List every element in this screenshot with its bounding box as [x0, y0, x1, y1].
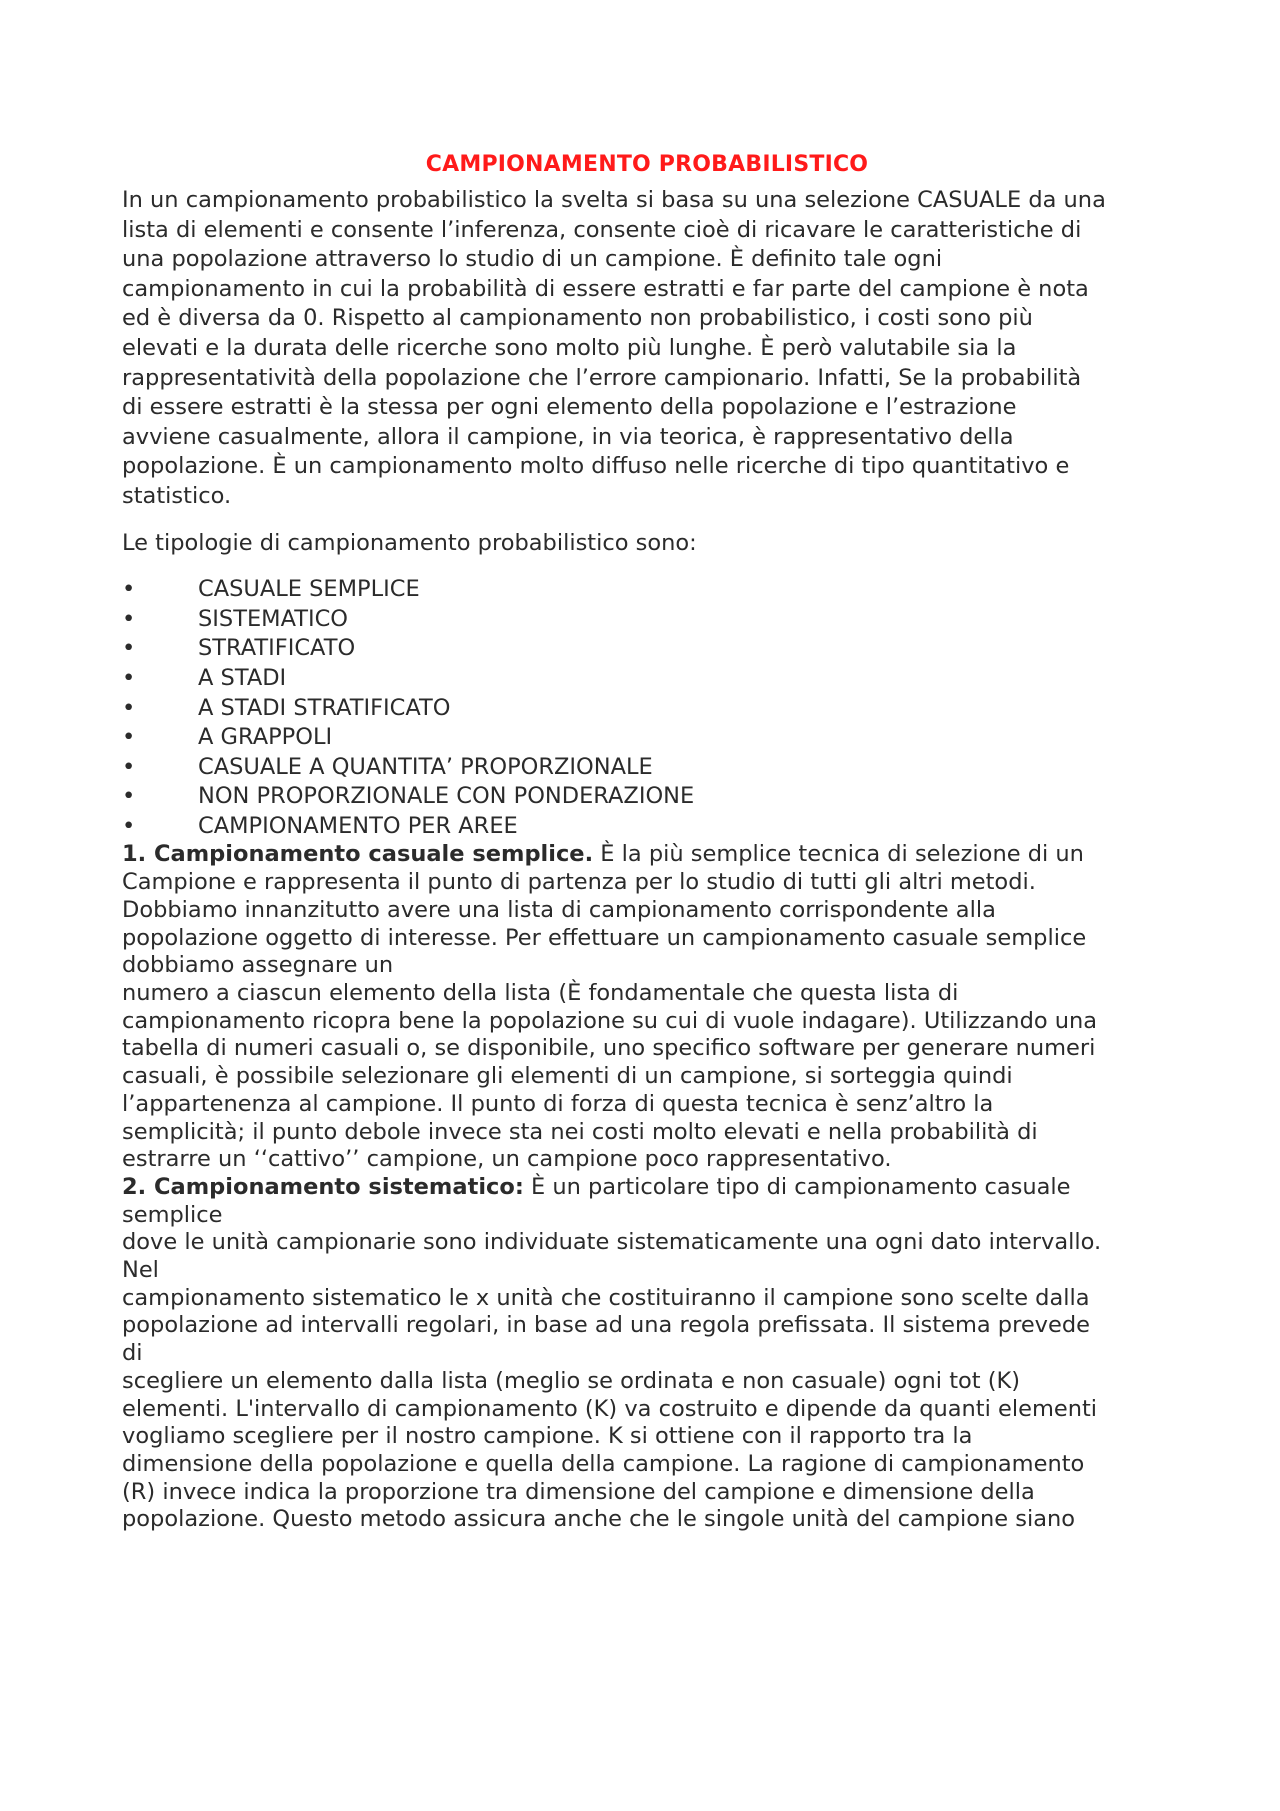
section-line: campionamento ricopra bene la popolazione su cui di vuole indagare). Utilizzando una: [122, 1007, 1098, 1034]
section-line: elementi. L'intervallo di campionamento (K) va costruito e dipende da quanti elementi: [122, 1395, 1098, 1422]
section-line: casuali, è possibile selezionare gli elementi di un campione, si sorteggia quindi: [122, 1063, 1013, 1090]
section-line: Nel: [122, 1257, 159, 1284]
section-first-line: [122, 841, 1172, 869]
list-item-label: A STADI: [198, 664, 287, 691]
intro-line: avviene casualmente, allora il campione, in via teorica, è rappresentativo della: [122, 423, 1014, 450]
section-line: vogliamo scegliere per il nostro campione. K si ottiene con il rapporto tra la: [122, 1423, 973, 1450]
list-item-label: A STADI STRATIFICATO: [198, 694, 451, 721]
intro-line: rappresentatività della popolazione che l’errore campionario. Infatti, Se la probabilità: [122, 364, 1082, 391]
types-list: [122, 575, 1172, 841]
bullet-icon: •: [122, 724, 136, 751]
list-item: [122, 664, 1172, 694]
section-line: di: [122, 1340, 143, 1367]
section-line: scegliere un elemento dalla lista (meglio se ordinata e non casuale) ogni tot (K): [122, 1367, 1021, 1394]
section-heading: 1. Campionamento casuale semplice.: [122, 841, 594, 868]
section-line: l’appartenenza al campione. Il punto di forza di questa tecnica è senz’altro la: [122, 1090, 994, 1117]
section-line: numero a ciascun elemento della lista (È fondamentale che questa lista di: [122, 979, 959, 1006]
list-item: [122, 812, 1172, 842]
section-line: semplice: [122, 1201, 223, 1228]
list-item: [122, 694, 1172, 724]
intro-line: statistico.: [122, 482, 232, 509]
bullet-icon: •: [122, 664, 136, 691]
list-item-label: CAMPIONAMENTO PER AREE: [198, 812, 518, 839]
section-line: popolazione oggetto di interesse. Per effettuare un campionamento casuale semplice: [122, 924, 1087, 951]
section-line: dobbiamo assegnare un: [122, 952, 394, 979]
list-item-label: STRATIFICATO: [198, 635, 356, 662]
bullet-icon: •: [122, 753, 136, 780]
bullet-icon: •: [122, 694, 136, 721]
list-item: [122, 605, 1172, 635]
intro-line: una popolazione attraverso lo studio di un campione. È definito tale ogni: [122, 246, 943, 273]
intro-line: popolazione. È un campionamento molto diffuso nelle ricerche di tipo quantitativo e: [122, 453, 1070, 480]
section-line: dove le unità campionarie sono individuate sistematicamente una ogni dato intervallo.: [122, 1229, 1102, 1256]
bullet-icon: •: [122, 605, 136, 632]
intro-line: lista di elementi e consente l’inferenza, consente cioè di ricavare le caratteristiche di: [122, 216, 1082, 243]
document-title: CAMPIONAMENTO PROBABILISTICO: [425, 152, 869, 177]
section-line: popolazione. Questo metodo assicura anche che le singole unità del campione siano: [122, 1506, 1076, 1533]
list-item-label: CASUALE SEMPLICE: [198, 576, 420, 603]
list-item: [122, 723, 1172, 753]
section-first-line: [122, 1174, 1172, 1202]
section-casuale-semplice: [122, 841, 1172, 1173]
section-line: Campione e rappresenta il punto di partenza per lo studio di tutti gli altri metodi.: [122, 869, 1036, 896]
section-line: popolazione ad intervalli regolari, in base ad una regola prefissata. Il sistema prevede: [122, 1312, 1090, 1339]
intro-line: ed è diversa da 0. Rispetto al campionamento non probabilistico, i costi sono più: [122, 305, 1033, 332]
section-heading: 2. Campionamento sistematico:: [122, 1173, 524, 1200]
section-text: È un particolare tipo di campionamento casuale: [523, 1173, 1071, 1200]
list-item: [122, 634, 1172, 664]
bullet-icon: •: [122, 635, 136, 662]
bullet-icon: •: [122, 783, 136, 810]
section-line: dimensione della popolazione e quella della campione. La ragione di campionamento: [122, 1450, 1085, 1477]
bullet-icon: •: [122, 812, 136, 839]
section-line: Dobbiamo innanzitutto avere una lista di campionamento corrispondente alla: [122, 896, 996, 923]
list-item-label: NON PROPORZIONALE CON PONDERAZIONE: [198, 783, 695, 810]
section-line: tabella di numeri casuali o, se disponibile, uno specifico software per generare numeri: [122, 1035, 1096, 1062]
intro-line: campionamento in cui la probabilità di essere estratti e far parte del campione è nota: [122, 275, 1089, 302]
section-line: estrarre un ‘‘cattivo’’ campione, un campione poco rappresentativo.: [122, 1146, 892, 1173]
document-page: [122, 150, 1172, 1534]
section-line: (R) invece indica la proporzione tra dimensione del campione e dimensione della: [122, 1478, 1035, 1505]
list-item-label: SISTEMATICO: [198, 605, 349, 632]
intro-paragraph: [122, 186, 1172, 512]
intro-line: di essere estratti è la stessa per ogni elemento della popolazione e l’estrazione: [122, 394, 1017, 421]
section-line: campionamento sistematico le x unità che costituiranno il campione sono scelte dalla: [122, 1284, 1090, 1311]
section-line: semplicità; il punto debole invece sta nei costi molto elevati e nella probabilità di: [122, 1118, 1038, 1145]
bullet-icon: •: [122, 576, 136, 603]
list-item: [122, 753, 1172, 783]
list-item: [122, 575, 1172, 605]
section-sistematico: [122, 1174, 1172, 1534]
types-intro: Le tipologie di campionamento probabilistico sono:: [122, 529, 697, 556]
list-item: [122, 782, 1172, 812]
list-item-label: CASUALE A QUANTITA’ PROPORZIONALE: [198, 753, 653, 780]
section-text: È la più semplice tecnica di selezione di un: [593, 841, 1084, 868]
list-item-label: A GRAPPOLI: [198, 724, 333, 751]
intro-line: In un campionamento probabilistico la svelta si basa su una selezione CASUALE da una: [122, 187, 1106, 213]
intro-line: elevati e la durata delle ricerche sono molto più lunghe. È però valutabile sia la: [122, 334, 1017, 361]
